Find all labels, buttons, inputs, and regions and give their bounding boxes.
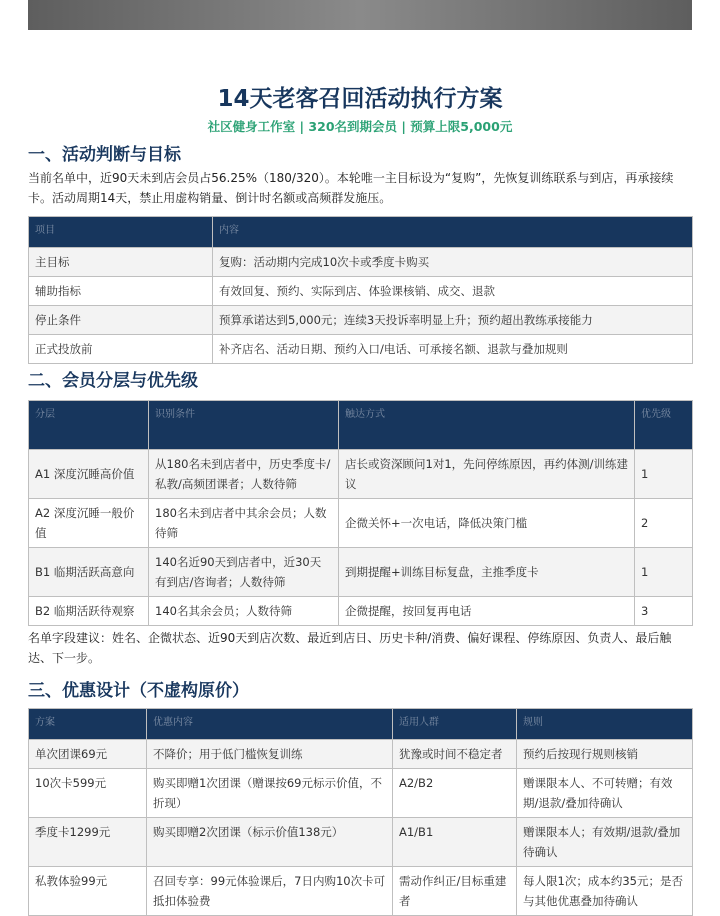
table-cell: 单次团课69元: [29, 740, 147, 769]
table-cell: 2: [635, 499, 693, 548]
table-cell: 每人限1次；成本约35元；是否与其他优惠叠加待确认: [517, 867, 693, 916]
column-header: 内容: [213, 217, 693, 248]
section-heading-goals: 一、活动判断与目标: [28, 145, 181, 165]
column-header: 分层: [29, 401, 149, 450]
document-page: [28, 30, 692, 916]
table-cell: 犹豫或时间不稳定者: [393, 740, 517, 769]
table-header-row: [29, 217, 693, 248]
table-cell: 辅助指标: [29, 277, 213, 306]
table-cell: 140名近90天到店者中，近30天有到店/咨询者；人数待筛: [149, 548, 339, 597]
column-header: 项目: [29, 217, 213, 248]
table-cell: 购买即赠2次团课（标示价值138元）: [147, 818, 393, 867]
table-cell: 1: [635, 450, 693, 499]
offers-table: [28, 708, 693, 916]
table-cell: 企微提醒，按回复再电话: [339, 597, 635, 626]
table-cell: 有效回复、预约、实际到店、体验课核销、成交、退款: [213, 277, 693, 306]
table-cell: 1: [635, 548, 693, 597]
table-row: [29, 548, 693, 597]
column-header: 优惠内容: [147, 709, 393, 740]
document-subtitle: 社区健身工作室 | 320名到期会员 | 预算上限5,000元: [207, 119, 513, 134]
table-cell: 私教体验99元: [29, 867, 147, 916]
column-header: 识别条件: [149, 401, 339, 450]
column-header: 优先级: [635, 401, 693, 450]
column-header: 适用人群: [393, 709, 517, 740]
table-header-row: [29, 401, 693, 450]
table-row: [29, 818, 693, 867]
table-row: [29, 867, 693, 916]
section-heading-offers: 三、优惠设计（不虚构原价）: [28, 681, 249, 701]
table-row: [29, 597, 693, 626]
table-row: [29, 335, 693, 364]
table-cell: 预算承诺达到5,000元；连续3天投诉率明显上升；预约超出教练承接能力: [213, 306, 693, 335]
table-cell: 召回专享：99元体验课后，7日内购10次卡可抵扣体验费: [147, 867, 393, 916]
table-cell: 3: [635, 597, 693, 626]
table-cell: A1/B1: [393, 818, 517, 867]
table-row: [29, 499, 693, 548]
table-cell: 季度卡1299元: [29, 818, 147, 867]
table-cell: 复购：活动期内完成10次卡或季度卡购买: [213, 248, 693, 277]
table-row: [29, 740, 693, 769]
table-cell: A2 深度沉睡一般价值: [29, 499, 149, 548]
column-header: 规则: [517, 709, 693, 740]
table-cell: 购买即赠1次团课（赠课按69元标示价值，不折现）: [147, 769, 393, 818]
table-cell: 需动作纠正/目标重建者: [393, 867, 517, 916]
table-cell: 企微关怀+一次电话，降低决策门槛: [339, 499, 635, 548]
table-cell: 补齐店名、活动日期、预约入口/电话、可承接名额、退款与叠加规则: [213, 335, 693, 364]
table-cell: 预约后按现行规则核销: [517, 740, 693, 769]
table-cell: A2/B2: [393, 769, 517, 818]
column-header: 触达方式: [339, 401, 635, 450]
top-gray-bar: [28, 0, 692, 30]
goals-paragraph: 当前名单中，近90天未到店会员占56.25%（180/320）。本轮唯一主目标设为“复购”，先恢复训练联系与到店，再承接续卡。活动周期14天，禁止用虚构销量、倒计时名额或高频群发施压。: [28, 171, 674, 205]
table-cell: 正式投放前: [29, 335, 213, 364]
column-header: 方案: [29, 709, 147, 740]
roster-fields-note: 名单字段建议：姓名、企微状态、近90天到店次数、最近到店日、历史卡种/消费、偏好课程、停练原因、负责人、最后触达、下一步。: [28, 631, 672, 665]
table-cell: 到期提醒+训练目标复盘，主推季度卡: [339, 548, 635, 597]
document-title: 14天老客召回活动执行方案: [217, 86, 503, 112]
table-cell: 店长或资深顾问1对1，先问停练原因，再约体测/训练建议: [339, 450, 635, 499]
table-cell: B1 临期活跃高意向: [29, 548, 149, 597]
table-cell: 180名未到店者中其余会员；人数待筛: [149, 499, 339, 548]
table-row: [29, 306, 693, 335]
table-row: [29, 450, 693, 499]
table-cell: B2 临期活跃待观察: [29, 597, 149, 626]
table-cell: 赠课限本人；有效期/退款/叠加待确认: [517, 818, 693, 867]
table-cell: 140名其余会员；人数待筛: [149, 597, 339, 626]
table-cell: 从180名未到店者中，历史季度卡/私教/高频团课者；人数待筛: [149, 450, 339, 499]
section-heading-segments: 二、会员分层与优先级: [28, 371, 198, 391]
table-cell: 主目标: [29, 248, 213, 277]
table-cell: A1 深度沉睡高价值: [29, 450, 149, 499]
goals-table: [28, 216, 693, 364]
table-header-row: [29, 709, 693, 740]
table-cell: 10次卡599元: [29, 769, 147, 818]
table-row: [29, 248, 693, 277]
table-row: [29, 769, 693, 818]
table-cell: 停止条件: [29, 306, 213, 335]
segments-table: [28, 400, 693, 626]
table-cell: 赠课限本人、不可转赠；有效期/退款/叠加待确认: [517, 769, 693, 818]
table-row: [29, 277, 693, 306]
table-cell: 不降价；用于低门槛恢复训练: [147, 740, 393, 769]
